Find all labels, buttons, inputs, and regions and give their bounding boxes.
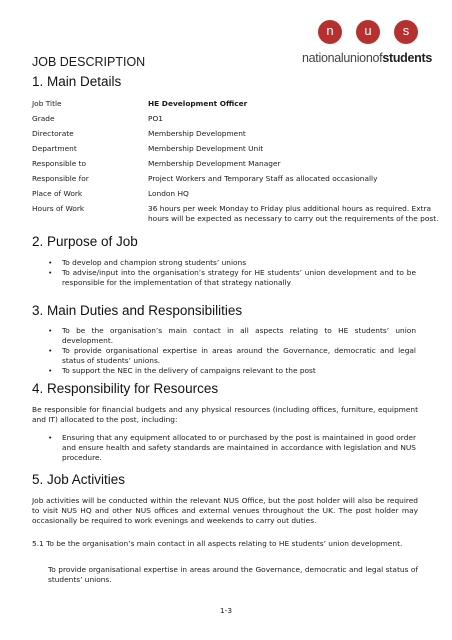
bullet-icon: • [48,346,53,355]
bullet-icon: • [48,433,53,442]
page-number: 1-3 [219,606,233,615]
logo-word-of: of [372,51,383,65]
list-item [48,268,416,288]
detail-value: Membership Development Manager [148,159,281,168]
logo-letter-u: u [356,20,380,44]
detail-value: HE Development Officer [148,99,248,108]
resources-list [48,433,416,463]
section-heading-main-details: 1. Main Details [32,74,122,89]
logo-wordmark [302,51,432,65]
logo-word-students: students [382,51,432,65]
logo-letter-s: s [394,20,418,44]
bullet-icon: • [48,268,53,277]
detail-value: Membership Development Unit [148,144,264,153]
list-item [48,258,416,268]
list-item [48,346,416,366]
detail-value: 36 hours per week Monday to Friday plus additional hours as required. Extra hours will be expected as necessary to carry out the requirements of the post. [148,204,439,223]
list-item [48,366,416,376]
resources-intro: Be responsible for financial budgets and any physical resources (including offices, furniture, equipment and IT) allocated to the post, including: [32,405,418,424]
bullet-icon: • [48,258,53,267]
logo-letter-n: n [318,20,342,44]
section-heading-purpose: 2. Purpose of Job [32,234,138,249]
document-title: JOB DESCRIPTION [32,55,146,69]
list-item-text: To develop and champion strong students’ unions [62,258,247,267]
detail-key: Directorate [32,129,74,138]
list-item-text: To be the organisation’s main contact in all aspects relating to HE students’ union development. [62,326,416,345]
detail-key: Hours of Work [32,204,85,213]
activity-5-1: 5.1 To be the organisation’s main contact in all aspects relating to HE students’ union development. [32,539,403,548]
section-heading-resources: 4. Responsibility for Resources [32,381,219,396]
detail-key: Job Title [32,99,62,108]
nus-logo [282,18,432,66]
detail-value: London HQ [148,189,189,198]
logo-word-national: national [302,51,344,65]
detail-value: Membership Development [148,129,246,138]
detail-value: PO1 [148,114,163,123]
bullet-icon: • [48,366,53,375]
list-item [48,433,416,463]
logo-word-union: union [343,51,373,65]
detail-key: Responsible to [32,159,87,168]
detail-key: Responsible for [32,174,89,183]
activity-5-1-sub: To provide organisational expertise in areas around the Governance, democratic and legal status of students’ unions. [48,565,418,584]
list-item-text: To advise/input into the organisation’s strategy for HE students’ union development and to be responsible for the implementation of that strategy nationally [62,268,416,287]
section-heading-duties: 3. Main Duties and Responsibilities [32,303,243,318]
detail-key: Department [32,144,77,153]
detail-value: Project Workers and Temporary Staff as allocated occasionally [148,174,378,183]
section-heading-activities: 5. Job Activities [32,472,126,487]
list-item [48,326,416,346]
bullet-icon: • [48,326,53,335]
list-item-text: To support the NEC in the delivery of campaigns relevant to the post [62,366,316,375]
list-item-text: Ensuring that any equipment allocated to or purchased by the post is maintained in good order and ensure health and safety standards are maintained in accordance with legislation and NUS procedure. [62,433,416,462]
list-item-text: To provide organisational expertise in areas around the Governance, democratic and legal status of students’ unions. [62,346,416,365]
detail-key: Place of Work [32,189,83,198]
detail-key: Grade [32,114,55,123]
duties-list [48,326,416,376]
activities-intro: Job activities will be conducted within the relevant NUS Office, but the post holder will also be required to visit NUS HQ and other NUS offices and external venues throughout the UK. The post holder may occasionally be required to work evenings and weekends to carry out duties. [32,496,418,525]
purpose-list [48,258,416,288]
